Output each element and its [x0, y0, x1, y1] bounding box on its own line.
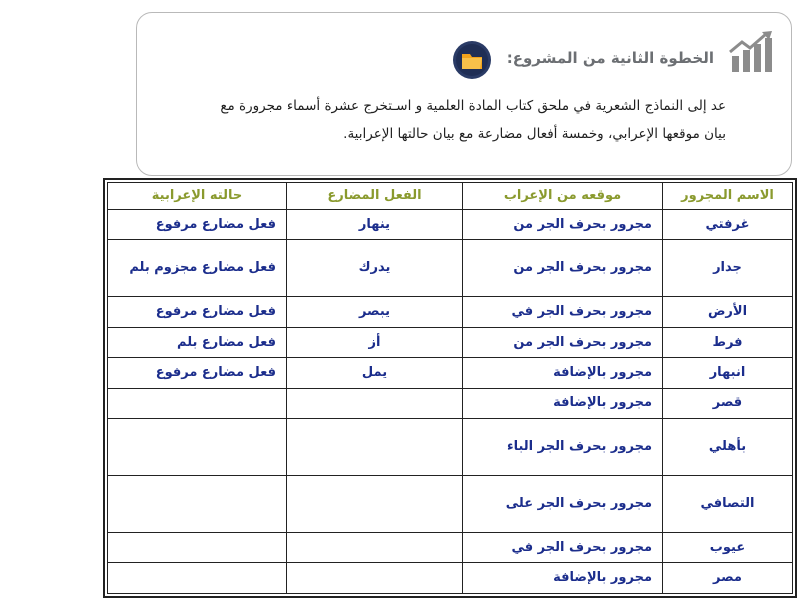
- table-row: [108, 327, 793, 357]
- cell-noun: قصر: [663, 388, 793, 418]
- cell-noun: التصافي: [663, 476, 793, 533]
- cell-verb: [287, 532, 463, 562]
- table-row: [108, 476, 793, 533]
- cell-state: فعل مضارع مرفوع: [108, 358, 287, 388]
- table-row: [108, 532, 793, 562]
- cell-noun: انبهار: [663, 358, 793, 388]
- cell-position: مجرور بحرف الجر الباء: [463, 419, 663, 476]
- header-syntactic-state: حالته الإعرابية: [108, 183, 287, 210]
- cell-position: مجرور بحرف الجر على: [463, 476, 663, 533]
- cell-state: فعل مضارع مرفوع: [108, 297, 287, 327]
- cell-verb: يبصر: [287, 297, 463, 327]
- header-present-verb: الفعل المضارع: [287, 183, 463, 210]
- table-row: [108, 419, 793, 476]
- cell-state: فعل مضارع مرفوع: [108, 210, 287, 240]
- cell-noun: الأرض: [663, 297, 793, 327]
- cell-verb: [287, 476, 463, 533]
- cell-position: مجرور بحرف الجر في: [463, 297, 663, 327]
- cell-position: مجرور بحرف الجر في: [463, 532, 663, 562]
- cell-state: فعل مضارع بلم: [108, 327, 287, 357]
- growth-chart-icon: [728, 30, 774, 74]
- step-title: الخطوة الثانية من المشروع:: [506, 49, 714, 67]
- cell-noun: فرط: [663, 327, 793, 357]
- table-row: [108, 388, 793, 418]
- cell-verb: [287, 563, 463, 594]
- cell-state: [108, 532, 287, 562]
- header-genitive-noun: الاسم المجرور: [663, 183, 793, 210]
- cell-verb: يمل: [287, 358, 463, 388]
- table-row: [108, 358, 793, 388]
- grammar-table: [107, 182, 793, 594]
- table-row: [108, 297, 793, 327]
- cell-verb: [287, 388, 463, 418]
- cell-state: فعل مضارع مجزوم بلم: [108, 240, 287, 297]
- instruction-line-1: عد إلى النماذج الشعرية في ملحق كتاب المادة العلمية و اسـتخرج عشرة أسماء مجرورة مع: [220, 98, 726, 114]
- cell-position: مجرور بالإضافة: [463, 563, 663, 594]
- header-syntactic-position: موقعه من الإعراب: [463, 183, 663, 210]
- cell-verb: ينهار: [287, 210, 463, 240]
- instruction-line-2: بيان موقعها الإعرابي، وخمسة أفعال مضارعة مع بيان حالتها الإعرابية.: [343, 126, 726, 142]
- cell-state: [108, 563, 287, 594]
- cell-state: [108, 476, 287, 533]
- cell-position: مجرور بحرف الجر من: [463, 240, 663, 297]
- instruction-text: [146, 92, 726, 148]
- cell-noun: عيوب: [663, 532, 793, 562]
- table-row: [108, 210, 793, 240]
- cell-verb: أز: [287, 327, 463, 357]
- cell-noun: بأهلي: [663, 419, 793, 476]
- table-row: [108, 240, 793, 297]
- cell-state: [108, 419, 287, 476]
- cell-noun: مصر: [663, 563, 793, 594]
- cell-verb: يدرك: [287, 240, 463, 297]
- cell-noun: غرفتي: [663, 210, 793, 240]
- table-header-row: [108, 183, 793, 210]
- cell-noun: جدار: [663, 240, 793, 297]
- cell-position: مجرور بحرف الجر من: [463, 210, 663, 240]
- folder-icon: [452, 40, 492, 80]
- cell-verb: [287, 419, 463, 476]
- cell-position: مجرور بالإضافة: [463, 358, 663, 388]
- cell-state: [108, 388, 287, 418]
- table-row: [108, 563, 793, 594]
- cell-position: مجرور بالإضافة: [463, 388, 663, 418]
- cell-position: مجرور بحرف الجر من: [463, 327, 663, 357]
